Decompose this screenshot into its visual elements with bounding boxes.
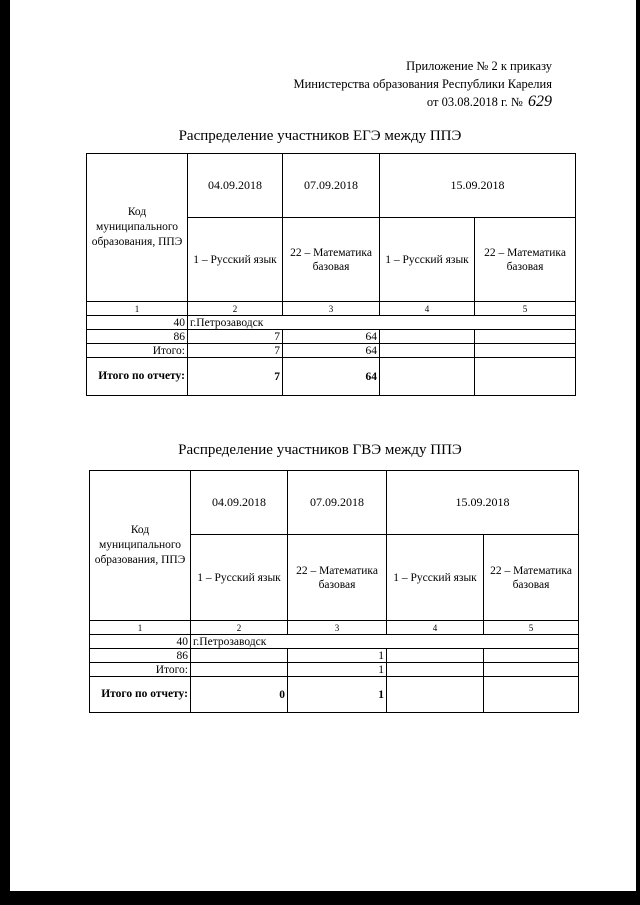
gve-ppe-value (484, 649, 579, 663)
gve-col-num: 2 (191, 621, 288, 635)
gve-total-value (191, 663, 288, 677)
gve-ppe-value (191, 649, 288, 663)
gve-report-total-value (387, 677, 484, 713)
gve-ppe-code: 86 (90, 649, 191, 663)
ege-col-num: 3 (283, 302, 380, 316)
gve-total-value: 1 (288, 663, 387, 677)
gve-subject-4: 22 – Математика базовая (484, 535, 579, 621)
ege-date-3: 15.09.2018 (380, 154, 576, 218)
ege-date-2: 07.09.2018 (283, 154, 380, 218)
gve-municipality-code: 40 (90, 635, 191, 649)
gve-col-num: 1 (90, 621, 191, 635)
gve-col-num: 5 (484, 621, 579, 635)
gve-date-2: 07.09.2018 (288, 471, 387, 535)
scan-edge-bottom (0, 891, 640, 905)
ege-date-1: 04.09.2018 (188, 154, 283, 218)
gve-date-1: 04.09.2018 (191, 471, 288, 535)
ege-col-num: 5 (475, 302, 576, 316)
gve-table (89, 470, 579, 713)
gve-report-total-label: Итого по отчету: (90, 677, 191, 713)
ege-total-value: 64 (283, 344, 380, 358)
gve-municipality-row (90, 635, 579, 649)
gve-code-header: Код муниципального образования, ППЭ (90, 471, 191, 621)
ege-municipality-code: 40 (87, 316, 188, 330)
ege-subject-3: 1 – Русский язык (380, 218, 475, 302)
gve-total-label: Итого: (90, 663, 191, 677)
ege-code-header: Код муниципального образования, ППЭ (87, 154, 188, 302)
ege-ppe-value (475, 330, 576, 344)
document-header (293, 58, 552, 112)
gve-ppe-row (90, 649, 579, 663)
gve-total-row (90, 663, 579, 677)
gve-subject-2: 22 – Математика базовая (288, 535, 387, 621)
gve-report-total-value (484, 677, 579, 713)
ege-report-total-row (87, 358, 576, 396)
gve-report-total-value: 0 (191, 677, 288, 713)
header-line-2: Министерства образования Республики Карелия (293, 76, 552, 91)
ege-total-value: 7 (188, 344, 283, 358)
gve-ppe-value (387, 649, 484, 663)
order-number: 629 (528, 93, 552, 110)
ege-municipality-name: г.Петрозаводск (188, 316, 576, 330)
ege-report-total-value: 7 (188, 358, 283, 396)
gve-subject-3: 1 – Русский язык (387, 535, 484, 621)
ege-col-num: 1 (87, 302, 188, 316)
ege-total-row (87, 344, 576, 358)
ege-report-total-value (475, 358, 576, 396)
ege-col-num: 2 (188, 302, 283, 316)
gve-report-total-value: 1 (288, 677, 387, 713)
ege-report-total-value (380, 358, 475, 396)
gve-col-num: 4 (387, 621, 484, 635)
ege-total-value (380, 344, 475, 358)
ege-ppe-row (87, 330, 576, 344)
ege-total-label: Итого: (87, 344, 188, 358)
ege-col-num: 4 (380, 302, 475, 316)
gve-total-value (387, 663, 484, 677)
gve-total-value (484, 663, 579, 677)
ege-ppe-value (380, 330, 475, 344)
gve-date-3: 15.09.2018 (387, 471, 579, 535)
ege-subject-1: 1 – Русский язык (188, 218, 283, 302)
gve-col-num: 3 (288, 621, 387, 635)
ege-subject-2: 22 – Математика базовая (283, 218, 380, 302)
ege-table (86, 153, 576, 396)
gve-municipality-name: г.Петрозаводск (191, 635, 579, 649)
gve-report-total-row (90, 677, 579, 713)
ege-municipality-row (87, 316, 576, 330)
gve-subject-1: 1 – Русский язык (191, 535, 288, 621)
ege-report-total-value: 64 (283, 358, 380, 396)
header-date-text: от 03.08.2018 г. № (426, 95, 523, 109)
gve-title: Распределение участников ГВЭ между ППЭ (178, 442, 462, 458)
ege-ppe-value: 7 (188, 330, 283, 344)
gve-ppe-value: 1 (288, 649, 387, 663)
header-line-3 (293, 93, 552, 112)
ege-subject-4: 22 – Математика базовая (475, 218, 576, 302)
ege-ppe-code: 86 (87, 330, 188, 344)
ege-title: Распределение участников ЕГЭ между ППЭ (178, 128, 462, 144)
header-line-1: Приложение № 2 к приказу (406, 59, 552, 73)
ege-total-value (475, 344, 576, 358)
ege-ppe-value: 64 (283, 330, 380, 344)
ege-report-total-label: Итого по отчету: (87, 358, 188, 396)
